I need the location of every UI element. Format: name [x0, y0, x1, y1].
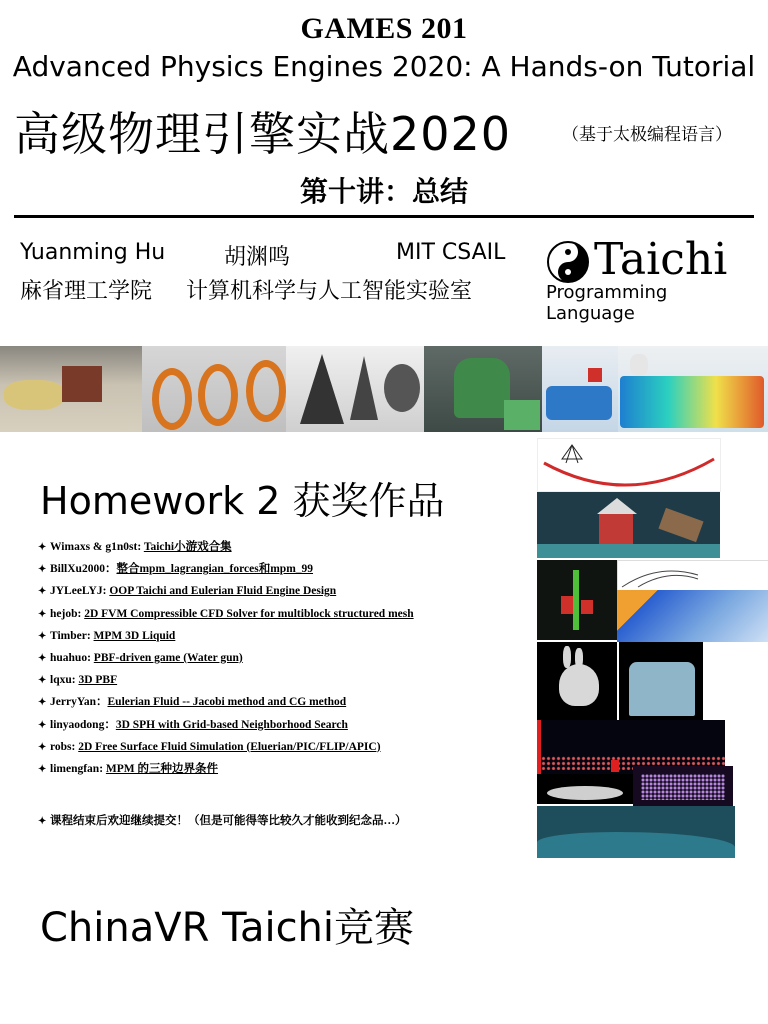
project-link[interactable]: PBF-driven game (Water gun) [93, 651, 243, 664]
project-link[interactable]: 3D SPH with Grid-based Neighborhood Search [115, 718, 348, 731]
project-link[interactable]: MPM 3D Liquid [93, 629, 176, 642]
bullet-icon: ✦ [38, 542, 47, 553]
bullet-icon: ✦ [38, 608, 47, 620]
thumb-sph-3d [633, 766, 733, 806]
project-link[interactable]: MPM 的三种边界条件 [105, 762, 219, 775]
thumb-jacobi-fluid [537, 774, 633, 804]
winner-author: huahuo: [50, 651, 94, 664]
thumb-cloth-rope [537, 438, 721, 492]
banner-image-cloth [0, 346, 142, 432]
thumb-mpm-bunny [537, 642, 617, 720]
author-name-en: Yuanming Hu [20, 240, 166, 265]
list-item [38, 758, 518, 780]
banner-image-fluid-small [542, 346, 618, 432]
list-item [38, 691, 518, 713]
winner-author: JYLeeLYJ: [50, 585, 110, 598]
project-link[interactable]: Eulerian Fluid -- Jacobi method and CG method [107, 696, 347, 709]
chinavr-title: ChinaVR Taichi竞赛 [40, 905, 415, 951]
winner-author: limengfan: [50, 762, 106, 775]
yin-yang-icon [546, 240, 590, 284]
bullet-icon: ✦ [38, 652, 47, 664]
winner-author: hejob: [50, 607, 85, 620]
list-item [38, 736, 518, 758]
simulation-banner [0, 346, 768, 432]
list-item [38, 580, 518, 602]
bullet-icon: ✦ [38, 763, 47, 775]
taichi-logo-name: Taichi [594, 234, 728, 285]
winner-author: robs: [50, 740, 79, 753]
project-link[interactable]: Taichi小游戏合集 [143, 541, 232, 553]
banner-image-voxels [424, 346, 542, 432]
thumb-free-surface-fluid [537, 806, 735, 858]
winner-author: JerryYan： [50, 696, 108, 709]
winner-author: Wimaxs & g1n0st: [50, 541, 144, 553]
project-link[interactable]: 3D PBF [78, 674, 118, 687]
taichi-logo [544, 234, 758, 324]
list-item [38, 536, 518, 558]
winner-author: BillXu2000： [50, 563, 117, 576]
bullet-icon: ✦ [38, 630, 47, 642]
lecture-title: 第十讲：总结 [299, 175, 468, 208]
bullet-icon: ✦ [38, 697, 47, 709]
affiliation-university: 麻省理工学院 [20, 279, 153, 304]
thumb-cfd-solver [617, 590, 768, 642]
course-subtitle: Advanced Physics Engines 2020: A Hands-on Tutorial [12, 50, 756, 83]
bullet-icon: ✦ [38, 586, 47, 598]
banner-image-cylinders [142, 346, 286, 432]
author-name-cn: 胡渊鸣 [224, 245, 291, 270]
homework-footnote [38, 812, 407, 828]
author-lab-en: MIT CSAIL [396, 240, 506, 265]
course-title-note: （基于太极编程语言） [562, 125, 732, 145]
winner-author: lqxu: [50, 674, 79, 687]
thumb-game-character [537, 560, 617, 640]
project-link[interactable]: 整合mpm_lagrangian_forces和mpm_99 [116, 563, 314, 576]
footnote-text: 课程结束后欢迎继续提交！（但是可能得等比较久才能收到纪念品…） [50, 815, 407, 827]
bullet-icon: ✦ [38, 719, 47, 731]
thumb-mpm-house [537, 492, 720, 558]
banner-image-fracture [286, 346, 424, 432]
list-item [38, 558, 518, 580]
bullet-icon: ✦ [38, 741, 47, 753]
list-item [38, 669, 518, 691]
homework-title: Homework 2 获奖作品 [40, 479, 445, 523]
list-item [38, 625, 518, 647]
thumb-liquid-3d [619, 642, 703, 720]
bullet-icon: ✦ [38, 564, 47, 576]
header-divider [14, 215, 754, 218]
course-title: GAMES 201 [300, 12, 468, 45]
list-item [38, 603, 518, 625]
winner-author: Timber: [50, 629, 94, 642]
project-link[interactable]: 2D FVM Compressible CFD Solver for multiblock structured mesh [84, 607, 414, 620]
bullet-icon: ✦ [38, 675, 47, 687]
homework-winner-list [38, 536, 518, 780]
taichi-logo-tagline: Programming Language [546, 282, 668, 324]
bullet-icon: ✦ [38, 816, 47, 827]
affiliation-lab: 计算机科学与人工智能实验室 [186, 279, 473, 304]
list-item [38, 647, 518, 669]
project-link[interactable]: OOP Taichi and Eulerian Fluid Engine Design [109, 585, 337, 598]
thumb-cfd-mesh [617, 560, 768, 592]
list-item [38, 714, 518, 736]
project-link[interactable]: 2D Free Surface Fluid Simulation (Eluerian/PIC/FLIP/APIC) [78, 740, 381, 753]
winner-author: linyaodong： [50, 718, 116, 731]
banner-image-fluid-large [618, 346, 768, 432]
course-title-cn: 高级物理引擎实战2020 [14, 107, 512, 161]
